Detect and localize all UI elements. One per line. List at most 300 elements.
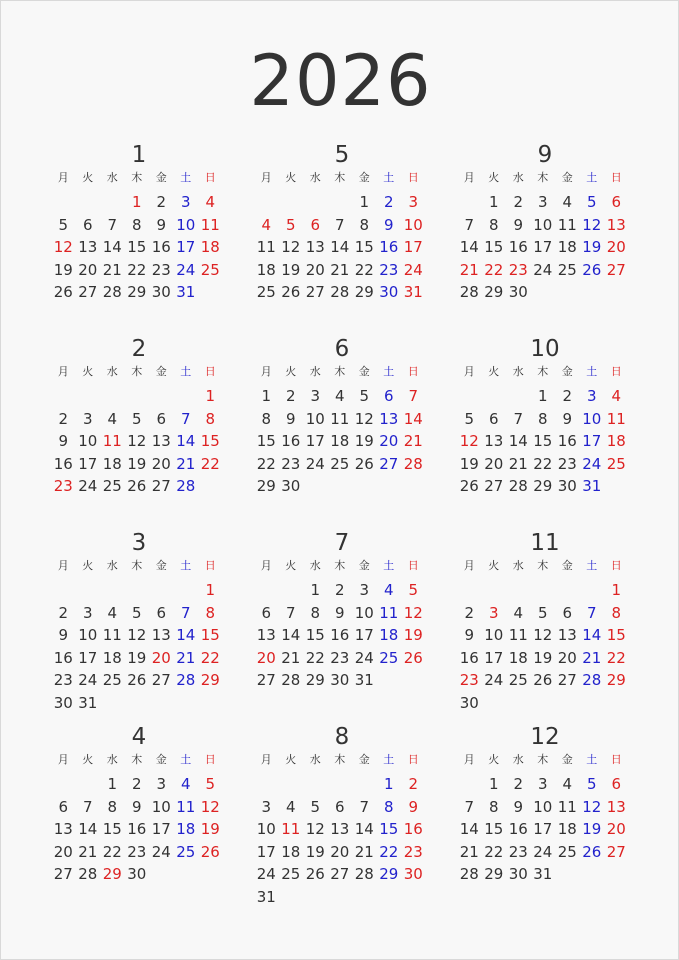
day-cell: 15 [127,238,147,257]
day-cell: 18 [508,648,528,667]
day-cell: 7 [285,603,296,622]
day-cell: 2 [131,775,142,793]
day-cell: 16 [557,432,577,451]
day-cell: 27 [484,477,504,496]
day-cell: 23 [557,454,577,473]
day-cell: 25 [606,454,626,473]
weekday-header: 木 [334,559,346,572]
day-cell: 11 [200,215,220,234]
day-cell: 2 [383,193,394,211]
day-cell: 17 [484,648,504,667]
day-cell: 24 [354,648,374,667]
weekday-header: 金 [358,171,370,184]
day-cell: 10 [354,603,374,622]
day-cell: 12 [582,797,602,816]
day-cell: 3 [180,193,191,211]
day-cell: 4 [383,581,394,599]
day-cell: 27 [557,671,577,690]
day-cell: 23 [459,671,479,690]
day-cell: 19 [53,260,73,279]
day-cell: 21 [403,432,423,451]
day-cell: 4 [334,387,345,405]
day-cell: 1 [537,387,548,405]
day-cell: 15 [102,820,122,839]
day-cell: 31 [78,694,98,712]
day-cell: 6 [334,797,345,816]
weekday-header: 金 [358,559,370,572]
day-cell: 22 [102,842,122,861]
day-cell: 14 [102,238,122,257]
day-cell: 1 [383,775,394,793]
weekday-header: 月 [57,171,69,184]
day-cell: 24 [403,260,423,279]
day-cell: 1 [611,581,622,599]
day-cell: 4 [285,797,296,816]
day-cell: 21 [330,260,350,279]
day-cell: 30 [53,694,73,712]
day-cell: 5 [537,603,548,622]
day-cell: 29 [305,671,325,690]
day-cell: 9 [334,603,345,622]
day-cell: 28 [78,865,98,884]
day-cell: 22 [305,648,325,667]
day-cell: 6 [562,603,573,622]
day-cell: 9 [562,409,573,428]
day-cell: 14 [459,820,479,839]
weekday-header: 日 [610,171,622,184]
day-cell: 2 [562,387,573,405]
weekday-header: 日 [204,753,216,766]
day-cell: 27 [53,865,73,884]
day-cell: 12 [533,626,553,645]
weekday-header: 火 [82,559,94,572]
weekday-header: 月 [463,365,475,378]
day-cell: 11 [330,409,350,428]
day-cell: 24 [484,671,504,690]
weekday-header: 木 [334,753,346,766]
weekday-header: 火 [488,171,500,184]
day-cell: 1 [261,387,272,405]
day-cell: 1 [359,193,370,211]
day-cell: 20 [151,648,171,667]
weekday-header: 日 [610,753,622,766]
day-cell: 13 [151,432,171,451]
day-cell: 7 [513,409,524,428]
day-cell: 27 [256,671,276,690]
weekday-header: 月 [463,171,475,184]
weekday-header: 日 [204,365,216,378]
weekday-header: 月 [260,171,272,184]
day-cell: 13 [557,626,577,645]
day-cell: 26 [200,842,220,861]
day-cell: 13 [151,626,171,645]
day-cell: 19 [403,626,423,645]
day-cell: 8 [107,797,118,816]
day-cell: 27 [379,454,399,473]
day-cell: 6 [611,775,622,793]
day-cell: 14 [582,626,602,645]
day-cell: 4 [562,193,573,211]
day-cell: 23 [379,260,399,279]
day-cell: 17 [305,432,325,451]
day-cell: 6 [58,797,69,816]
day-cell: 5 [205,775,216,793]
day-cell: 20 [484,454,504,473]
day-cell: 15 [484,238,504,257]
day-cell: 23 [508,842,528,861]
day-cell: 10 [533,797,553,816]
day-cell: 18 [606,432,626,451]
day-cell: 5 [285,215,296,234]
day-cell: 29 [102,865,122,884]
day-cell: 19 [533,648,553,667]
day-cell: 16 [459,648,479,667]
day-cell: 6 [310,215,321,234]
weekday-header: 月 [260,365,272,378]
weekday-header: 火 [82,365,94,378]
day-cell: 12 [127,626,147,645]
day-cell: 12 [459,432,479,451]
day-cell: 18 [176,820,196,839]
day-cell: 21 [176,648,196,667]
day-cell: 3 [156,775,167,793]
day-cell: 4 [107,603,118,622]
day-cell: 8 [383,797,394,816]
month-label: 10 [530,336,560,362]
day-cell: 6 [156,603,167,622]
weekday-header: 金 [358,365,370,378]
weekday-header: 金 [561,559,573,572]
day-cell: 7 [586,603,597,622]
day-cell: 15 [354,238,374,257]
day-cell: 20 [606,238,626,257]
day-cell: 24 [176,260,196,279]
day-cell: 14 [354,820,374,839]
day-cell: 19 [582,238,602,257]
day-cell: 1 [131,193,142,211]
day-cell: 23 [281,454,301,473]
month-label: 1 [131,142,147,168]
day-cell: 26 [127,477,147,496]
weekday-header: 木 [131,365,143,378]
day-cell: 10 [403,215,423,234]
day-cell: 23 [53,671,73,690]
day-cell: 24 [582,454,602,473]
weekday-header: 火 [285,171,297,184]
day-cell: 18 [557,820,577,839]
day-cell: 5 [408,581,419,599]
day-cell: 30 [508,283,528,302]
day-cell: 28 [176,477,196,496]
day-cell: 13 [330,820,350,839]
day-cell: 29 [127,283,147,302]
weekday-header: 土 [586,753,598,766]
day-cell: 23 [53,477,73,496]
day-cell: 12 [582,215,602,234]
day-cell: 15 [533,432,553,451]
day-cell: 27 [151,477,171,496]
day-cell: 9 [513,215,524,234]
day-cell: 10 [484,626,504,645]
day-cell: 24 [533,260,553,279]
day-cell: 14 [176,432,196,451]
day-cell: 20 [256,648,276,667]
day-cell: 17 [256,842,276,861]
day-cell: 4 [205,193,216,211]
day-cell: 13 [256,626,276,645]
day-cell: 16 [330,626,350,645]
day-cell: 2 [58,409,69,428]
day-cell: 24 [151,842,171,861]
day-cell: 19 [459,454,479,473]
day-cell: 19 [127,648,147,667]
day-cell: 18 [330,432,350,451]
day-cell: 6 [261,603,272,622]
day-cell: 22 [256,454,276,473]
weekday-header: 金 [561,753,573,766]
day-cell: 12 [200,797,220,816]
day-cell: 2 [58,603,69,622]
day-cell: 28 [508,477,528,496]
weekday-header: 火 [488,365,500,378]
day-cell: 16 [379,238,399,257]
day-cell: 4 [611,387,622,405]
day-cell: 21 [176,454,196,473]
day-cell: 19 [305,842,325,861]
day-cell: 26 [127,671,147,690]
day-cell: 24 [78,477,98,496]
weekday-header: 水 [309,365,321,378]
day-cell: 31 [533,865,553,884]
weekday-header: 木 [537,559,549,572]
day-cell: 27 [606,260,626,279]
day-cell: 18 [102,648,122,667]
weekday-header: 金 [561,171,573,184]
day-cell: 20 [379,432,399,451]
day-cell: 3 [310,387,321,405]
weekday-header: 火 [285,753,297,766]
day-cell: 16 [53,454,73,473]
day-cell: 20 [305,260,325,279]
day-cell: 28 [459,865,479,884]
weekday-header: 土 [383,171,395,184]
day-cell: 11 [102,432,122,451]
day-cell: 19 [200,820,220,839]
day-cell: 20 [557,648,577,667]
day-cell: 30 [330,671,350,690]
day-cell: 22 [200,648,220,667]
day-cell: 28 [354,865,374,884]
day-cell: 9 [58,626,69,645]
day-cell: 14 [508,432,528,451]
day-cell: 21 [508,454,528,473]
day-cell: 10 [78,432,98,451]
weekday-header: 木 [537,753,549,766]
weekday-header: 水 [512,365,524,378]
day-cell: 12 [53,238,73,257]
day-cell: 5 [586,775,597,793]
weekday-header: 日 [204,559,216,572]
day-cell: 14 [459,238,479,257]
day-cell: 21 [281,648,301,667]
day-cell: 27 [606,842,626,861]
day-cell: 20 [606,820,626,839]
day-cell: 28 [582,671,602,690]
weekday-header: 土 [586,559,598,572]
day-cell: 2 [285,387,296,405]
weekday-header: 水 [309,171,321,184]
day-cell: 27 [151,671,171,690]
day-cell: 29 [200,671,220,690]
month-label: 4 [131,724,147,750]
weekday-header: 日 [610,559,622,572]
day-cell: 18 [281,842,301,861]
day-cell: 17 [403,238,423,257]
day-cell: 8 [359,215,370,234]
day-cell: 18 [256,260,276,279]
day-cell: 11 [508,626,528,645]
day-cell: 30 [557,477,577,496]
day-cell: 12 [127,432,147,451]
day-cell: 6 [611,193,622,211]
weekday-header: 木 [131,171,143,184]
day-cell: 11 [379,603,399,622]
day-cell: 26 [354,454,374,473]
day-cell: 5 [586,193,597,211]
day-cell: 6 [383,387,394,405]
day-cell: 2 [334,581,345,599]
day-cell: 3 [586,387,597,405]
day-cell: 24 [78,671,98,690]
day-cell: 21 [102,260,122,279]
day-cell: 10 [176,215,196,234]
day-cell: 26 [459,477,479,496]
day-cell: 23 [127,842,147,861]
day-cell: 13 [53,820,73,839]
weekday-header: 水 [309,753,321,766]
month-label: 9 [537,142,553,168]
day-cell: 13 [606,797,626,816]
day-cell: 25 [256,283,276,302]
day-cell: 7 [464,797,475,816]
weekday-header: 水 [106,559,118,572]
weekday-header: 木 [537,365,549,378]
day-cell: 1 [205,581,216,599]
weekday-header: 木 [131,753,143,766]
day-cell: 5 [359,387,370,405]
day-cell: 9 [58,432,69,451]
day-cell: 11 [606,409,626,428]
day-cell: 30 [281,477,301,496]
month-label: 6 [334,336,350,362]
day-cell: 8 [205,409,216,428]
weekday-header: 水 [106,753,118,766]
day-cell: 15 [256,432,276,451]
day-cell: 18 [102,454,122,473]
day-cell: 11 [281,820,301,839]
day-cell: 25 [508,671,528,690]
weekday-header: 木 [334,365,346,378]
day-cell: 26 [582,260,602,279]
day-cell: 30 [379,283,399,302]
day-cell: 19 [281,260,301,279]
day-cell: 22 [354,260,374,279]
weekday-header: 木 [131,559,143,572]
day-cell: 15 [200,432,220,451]
day-cell: 26 [582,842,602,861]
weekday-header: 月 [463,559,475,572]
day-cell: 28 [102,283,122,302]
day-cell: 29 [484,283,504,302]
day-cell: 26 [403,648,423,667]
month-label: 7 [334,530,350,556]
day-cell: 25 [281,865,301,884]
day-cell: 16 [53,648,73,667]
weekday-header: 水 [512,559,524,572]
weekday-header: 土 [180,753,192,766]
day-cell: 14 [403,409,423,428]
month-label: 5 [334,142,350,168]
day-cell: 14 [281,626,301,645]
day-cell: 13 [484,432,504,451]
day-cell: 7 [334,215,345,234]
day-cell: 22 [200,454,220,473]
day-cell: 27 [78,283,98,302]
day-cell: 13 [78,238,98,257]
month-label: 8 [334,724,350,750]
day-cell: 16 [281,432,301,451]
day-cell: 3 [537,193,548,211]
day-cell: 19 [582,820,602,839]
weekday-header: 月 [463,753,475,766]
day-cell: 11 [102,626,122,645]
day-cell: 29 [606,671,626,690]
day-cell: 3 [261,797,272,816]
weekday-header: 土 [180,559,192,572]
weekday-header: 火 [488,559,500,572]
day-cell: 3 [82,409,93,428]
day-cell: 16 [403,820,423,839]
day-cell: 6 [156,409,167,428]
weekday-header: 火 [82,753,94,766]
day-cell: 20 [330,842,350,861]
weekday-header: 水 [309,559,321,572]
day-cell: 30 [459,694,479,712]
day-cell: 28 [403,454,423,473]
day-cell: 1 [107,775,118,793]
day-cell: 14 [78,820,98,839]
day-cell: 1 [205,387,216,405]
day-cell: 22 [484,260,504,279]
day-cell: 3 [408,193,419,211]
day-cell: 20 [151,454,171,473]
day-cell: 31 [582,477,602,496]
weekday-header: 日 [407,365,419,378]
day-cell: 27 [305,283,325,302]
day-cell: 31 [354,671,374,690]
weekday-header: 金 [561,365,573,378]
day-cell: 31 [256,888,276,906]
weekday-header: 水 [512,171,524,184]
day-cell: 22 [484,842,504,861]
day-cell: 21 [582,648,602,667]
day-cell: 8 [488,215,499,234]
day-cell: 9 [513,797,524,816]
weekday-header: 日 [407,753,419,766]
day-cell: 15 [200,626,220,645]
day-cell: 17 [533,820,553,839]
day-cell: 8 [261,409,272,428]
